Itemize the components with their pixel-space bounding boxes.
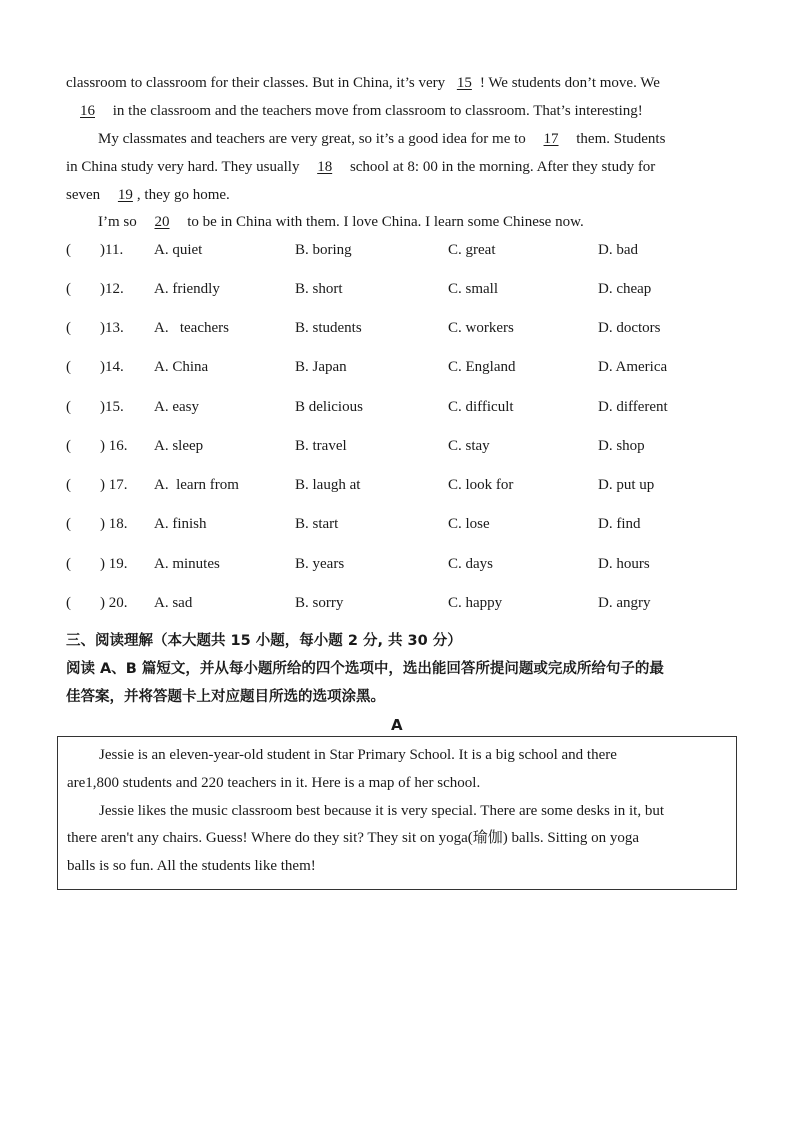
option-c: C. great bbox=[448, 242, 496, 258]
cloze-text: to be in China with them. I love China. I learn some Chinese now. bbox=[183, 214, 584, 230]
option-d: D. different bbox=[598, 399, 668, 415]
passage-label: A bbox=[391, 716, 403, 734]
option-c: C. workers bbox=[448, 320, 514, 336]
option-b: B. start bbox=[295, 516, 339, 532]
option-a: A. friendly bbox=[154, 281, 220, 297]
option-d: D. shop bbox=[598, 438, 645, 454]
cloze-text: them. Students bbox=[572, 131, 666, 147]
option-b: B. years bbox=[295, 556, 345, 572]
passage-a-box bbox=[57, 736, 737, 890]
answer-paren: ( bbox=[66, 516, 71, 532]
option-c: C. small bbox=[448, 281, 499, 297]
option-b: B. travel bbox=[295, 438, 347, 454]
cloze-line-3 bbox=[98, 129, 665, 149]
cloze-text: ! We students don’t move. We bbox=[479, 75, 660, 91]
option-a: A. quiet bbox=[154, 242, 203, 258]
cloze-text: classroom to classroom for their classes. But in China, it’s very bbox=[66, 75, 449, 91]
question-row bbox=[66, 514, 766, 534]
cloze-line-4 bbox=[66, 157, 655, 177]
answer-paren: ( bbox=[66, 281, 71, 297]
passage-line: Jessie is an eleven-year-old student in Star Primary School. It is a big school and there bbox=[99, 747, 617, 763]
option-b: B delicious bbox=[295, 399, 363, 415]
option-d: D. find bbox=[598, 516, 641, 532]
answer-paren: ( bbox=[66, 320, 71, 336]
question-number: )15. bbox=[100, 399, 124, 415]
question-row bbox=[66, 475, 766, 495]
passage-line: there aren't any chairs. Guess! Where do they sit? They sit on yoga(瑜伽) balls. Sitting on yoga bbox=[67, 830, 640, 846]
passage-line: Jessie likes the music classroom best because it is very special. There are some desks in it, but bbox=[99, 803, 664, 819]
option-a: A. teachers bbox=[154, 320, 229, 336]
blank-16: 16 bbox=[80, 103, 95, 119]
question-row bbox=[66, 279, 766, 299]
cloze-text: My classmates and teachers are very great, so it’s a good idea for me to bbox=[98, 131, 530, 147]
section-heading: 三、阅读理解（本大题共 15 小题，每小题 2 分, 共 30 分） bbox=[66, 633, 462, 649]
cloze-text: seven bbox=[66, 187, 104, 203]
option-a: A. China bbox=[154, 359, 209, 375]
question-number: ) 17. bbox=[100, 477, 128, 493]
option-b: B. sorry bbox=[295, 595, 344, 611]
cloze-text: school at 8: 00 in the morning. After they study for bbox=[346, 159, 656, 175]
question-number: ) 19. bbox=[100, 556, 128, 572]
question-row bbox=[66, 436, 766, 456]
cloze-line-1 bbox=[66, 73, 660, 93]
section-instruction: 佳答案，并将答题卡上对应题目所选的选项涂黑。 bbox=[66, 689, 385, 705]
blank-17: 17 bbox=[543, 131, 559, 147]
option-d: D. hours bbox=[598, 556, 650, 572]
option-c: C. stay bbox=[448, 438, 490, 454]
option-d: D. angry bbox=[598, 595, 651, 611]
question-row bbox=[66, 554, 766, 574]
blank-20: 20 bbox=[154, 214, 170, 230]
option-c: C. lose bbox=[448, 516, 490, 532]
question-row bbox=[66, 593, 766, 613]
option-c: C. England bbox=[448, 359, 516, 375]
blank-18: 18 bbox=[317, 159, 333, 175]
answer-paren: ( bbox=[66, 477, 71, 493]
option-b: B. students bbox=[295, 320, 362, 336]
question-number: ) 18. bbox=[100, 516, 128, 532]
cloze-line-2 bbox=[66, 101, 643, 121]
option-a: A. easy bbox=[154, 399, 199, 415]
question-row bbox=[66, 318, 766, 338]
answer-paren: ( bbox=[66, 359, 71, 375]
question-number: )12. bbox=[100, 281, 124, 297]
passage-line: are1,800 students and 220 teachers in it. Here is a map of her school. bbox=[67, 775, 481, 791]
option-a: A. sad bbox=[154, 595, 193, 611]
option-b: B. boring bbox=[295, 242, 352, 258]
passage-line: balls is so fun. All the students like them! bbox=[67, 858, 316, 874]
cloze-text: in China study very hard. They usually bbox=[66, 159, 304, 175]
option-c: C. difficult bbox=[448, 399, 514, 415]
question-row bbox=[66, 240, 766, 260]
option-d: D. bad bbox=[598, 242, 638, 258]
option-b: B. short bbox=[295, 281, 343, 297]
cloze-line-6 bbox=[98, 212, 584, 232]
option-a: A. sleep bbox=[154, 438, 204, 454]
question-row bbox=[66, 397, 766, 417]
option-c: C. days bbox=[448, 556, 493, 572]
option-d: D. America bbox=[598, 359, 668, 375]
cloze-text: in the classroom and the teachers move from classroom to classroom. That’s interesting! bbox=[109, 103, 643, 119]
question-number: )14. bbox=[100, 359, 124, 375]
section-instruction: 阅读 A、B 篇短文，并从每小题所给的四个选项中，选出能回答所提问题或完成所给句子的最 bbox=[66, 661, 664, 677]
option-a: A. finish bbox=[154, 516, 207, 532]
option-b: B. Japan bbox=[295, 359, 347, 375]
answer-paren: ( bbox=[66, 595, 71, 611]
answer-paren: ( bbox=[66, 556, 71, 572]
answer-paren: ( bbox=[66, 242, 71, 258]
answer-paren: ( bbox=[66, 399, 71, 415]
blank-19: 19 bbox=[117, 187, 133, 203]
option-c: C. look for bbox=[448, 477, 514, 493]
cloze-text: I’m so bbox=[98, 214, 141, 230]
question-number: )13. bbox=[100, 320, 124, 336]
question-number: ) 16. bbox=[100, 438, 128, 454]
option-a: A. learn from bbox=[154, 477, 239, 493]
option-d: D. doctors bbox=[598, 320, 661, 336]
option-d: D. put up bbox=[598, 477, 655, 493]
option-d: D. cheap bbox=[598, 281, 652, 297]
question-number: )11. bbox=[100, 242, 124, 258]
question-number: ) 20. bbox=[100, 595, 128, 611]
answer-paren: ( bbox=[66, 438, 71, 454]
question-row bbox=[66, 357, 766, 377]
option-a: A. minutes bbox=[154, 556, 220, 572]
cloze-text: , they go home. bbox=[136, 187, 230, 203]
option-b: B. laugh at bbox=[295, 477, 361, 493]
blank-15: 15 bbox=[456, 75, 472, 91]
cloze-line-5 bbox=[66, 185, 230, 205]
option-c: C. happy bbox=[448, 595, 503, 611]
